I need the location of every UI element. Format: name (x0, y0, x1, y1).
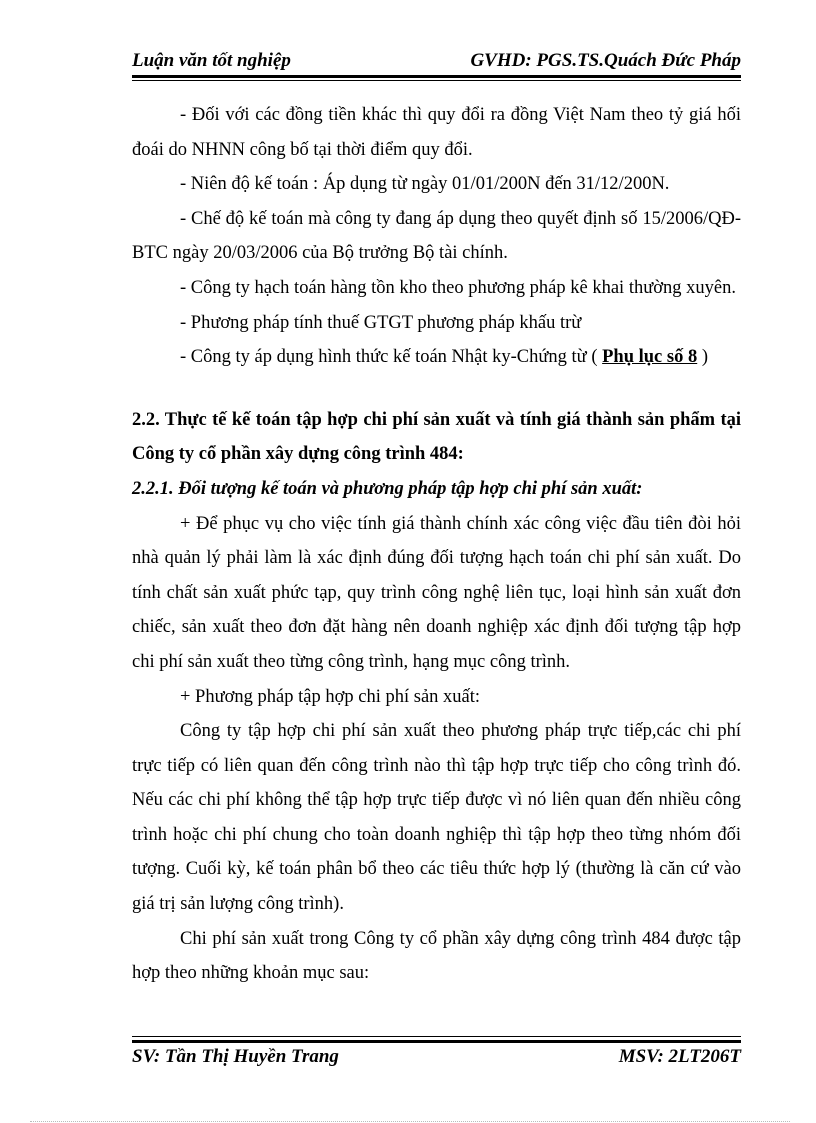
accounting-form-text: - Công ty áp dụng hình thức kế toán Nhật ky-Chứng từ ( (180, 347, 603, 368)
paragraph-cost-items: Chi phí sản xuất trong Công ty cổ phần xây dựng công trình 484 được tập hợp theo những khoản mục sau: (132, 928, 741, 984)
subsection-heading: 2.2.1. Đối tượng kế toán và phương pháp tập hợp chi phí sản xuất: (132, 478, 643, 499)
footer-student-name: SV: Tần Thị Huyền Trang (132, 1046, 339, 1067)
section-heading: 2.2. Thực tế kế toán tập hợp chi phí sản xuất và tính giá thành sản phẩm tại Công ty cổ phần xây dựng công trình 484: (132, 409, 741, 465)
paragraph-method-detail: Công ty tập hợp chi phí sản xuất theo phương pháp trực tiếp,các chi phí trực tiếp có liên quan đến công trình nào thì tập hợp trực tiếp cho công trình đó. Nếu các chi phí không thể tập hợp trực tiếp được vì nó liên quan đến nhiều công trình hoặc chi phí chung cho toàn doanh nghiệp thì tập hợp theo từng nhóm đối tượng. Cuối kỳ, kế toán phân bổ theo các tiêu thức hợp lý (thường là căn cứ vào giá trị sản lượng công trình). (132, 721, 741, 915)
paragraph-vat-method: - Phương pháp tính thuế GTGT phương pháp khấu trừ (180, 312, 582, 333)
page-header (132, 46, 741, 74)
paragraph-cost-object: + Để phục vụ cho việc tính giá thành chính xác công việc đầu tiên đòi hỏi nhà quản lý phải làm là xác định đúng đối tượng hạch toán chi phí sản xuất. Do tính chất sản xuất phức tạp, quy trình công nghệ liên tục, loại hình sản xuất đơn chiếc, sản xuất theo đơn đặt hàng nên doanh nghiệp xác định đối tượng tập hợp chi phí sản xuất theo từng công trình, hạng mục công trình. (132, 513, 741, 672)
paragraph-fiscal-year: - Niên độ kế toán : Áp dụng từ ngày 01/01/200N đến 31/12/200N. (180, 174, 670, 195)
paragraph-accounting-regime: - Chế độ kế toán mà công ty đang áp dụng theo quyết định số 15/2006/QĐ-BTC ngày 20/03/2006 của Bộ trưởng Bộ tài chính. (132, 208, 741, 264)
header-rule-thin (132, 80, 741, 81)
header-rule-thick (132, 75, 741, 78)
footer-rule-thin (132, 1036, 741, 1037)
header-thesis-title: Luận văn tốt nghiệp (132, 50, 291, 71)
section-gap (132, 375, 741, 403)
paragraph-accounting-form (132, 340, 741, 375)
appendix-reference-link[interactable]: Phụ lục số 8 (602, 347, 698, 368)
header-supervisor: GVHD: PGS.TS.Quách Đức Pháp (470, 50, 741, 71)
footer-student-id: MSV: 2LT206T (618, 1046, 741, 1067)
document-body (132, 98, 741, 991)
paragraph-inventory: - Công ty hạch toán hàng tồn kho theo phương pháp kê khai thường xuyên. (180, 277, 736, 298)
paragraph-currency: - Đối với các đồng tiền khác thì quy đổi ra đồng Việt Nam theo tỷ giá hối đoái do NHNN công bố tại thời điểm quy đổi. (132, 105, 741, 160)
accounting-form-close: ) (697, 347, 709, 368)
page-footer (132, 1046, 741, 1074)
footer-rule-thick (132, 1040, 741, 1043)
paragraph-method-title: + Phương pháp tập hợp chi phí sản xuất: (180, 686, 481, 707)
page-bottom-border (30, 1121, 790, 1122)
